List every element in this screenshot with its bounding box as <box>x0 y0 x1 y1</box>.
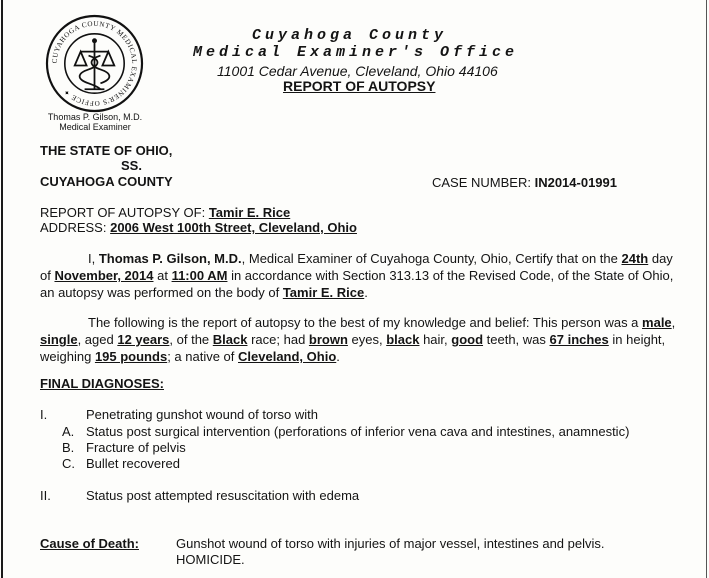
diagnosis-1c-text: Bullet recovered <box>86 456 180 471</box>
address-label: ADDRESS: <box>40 220 107 235</box>
diagnosis-1b-letter: B. <box>62 440 75 455</box>
case-number-line <box>432 175 617 190</box>
desc-teeth: good <box>451 332 484 347</box>
diagnosis-1a-letter: A. <box>62 424 75 439</box>
cert-day: 24th <box>621 251 649 266</box>
decedent-address: 2006 West 100th Street, Cleveland, Ohio <box>110 220 357 235</box>
venue-county: CUYAHOGA COUNTY <box>40 174 173 189</box>
diagnosis-1-text: Penetrating gunshot wound of torso with <box>86 407 318 422</box>
desc-weight: 195 pounds <box>94 349 168 364</box>
venue-state: THE STATE OF OHIO, <box>40 143 173 158</box>
report-of-label: REPORT OF AUTOPSY OF: <box>40 205 206 220</box>
manner-of-death: HOMICIDE. <box>176 552 245 567</box>
cause-of-death-label: Cause of Death: <box>40 536 139 551</box>
desc-age: 12 years <box>117 332 170 347</box>
office-address: 11001 Cedar Avenue, Cleveland, Ohio 44106 <box>217 63 498 79</box>
desc-race: Black <box>212 332 248 347</box>
report-of-line <box>40 205 290 220</box>
medical-examiner-seal-icon <box>44 14 145 113</box>
case-number-label: CASE NUMBER: <box>432 175 531 190</box>
diagnosis-2-number: II. <box>40 488 51 503</box>
address-line <box>40 220 357 235</box>
office-heading: Medical Examiner's Office <box>193 44 519 61</box>
page-edge-left <box>1 0 3 578</box>
report-title: REPORT OF AUTOPSY <box>283 78 436 94</box>
final-diagnoses-heading: FINAL DIAGNOSES: <box>40 376 164 391</box>
examiner-name: Thomas P. Gilson, M.D. <box>47 112 143 122</box>
description-paragraph: The following is the report of autopsy to the best of my knowledge and belief: This person was a male, single, aged 12 years, of the Black race; had brown eyes, black hair, good teeth, was 67 inches in height, weighing 195 pounds; a native of Cleveland, Ohio. <box>40 315 676 364</box>
decedent-name: Tamir E. Rice <box>208 205 291 220</box>
desc-native: Cleveland, Ohio <box>238 349 337 364</box>
diagnosis-1-number: I. <box>40 407 48 422</box>
cert-month-year: November, 2014 <box>54 268 154 283</box>
cert-time: 11:00 AM <box>171 268 228 283</box>
desc-marital: single <box>40 332 78 347</box>
diagnosis-1a-text: Status post surgical intervention (perforations of inferior vena cava and intestines, anamnestic) <box>86 424 630 439</box>
venue-ss: SS. <box>121 158 142 173</box>
examiner-title: Medical Examiner <box>59 122 131 132</box>
diagnosis-1c-letter: C. <box>62 456 75 471</box>
diagnosis-2-text: Status post attempted resuscitation with edema <box>86 488 360 503</box>
case-number: IN2014-01991 <box>534 175 617 190</box>
cert-examiner: Thomas P. Gilson, M.D. <box>98 251 242 266</box>
desc-sex: male <box>642 315 672 330</box>
cert-name: Tamir E. Rice <box>282 285 365 300</box>
desc-height: 67 inches <box>549 332 609 347</box>
page-edge-right <box>706 0 707 578</box>
county-heading: Cuyahoga County <box>252 27 448 44</box>
svg-text:CUYAHOGA COUNTY MEDICAL EXAMIN: CUYAHOGA COUNTY MEDICAL EXAMINER'S OFFICE ✦ <box>50 19 139 108</box>
certification-paragraph: I, Thomas P. Gilson, M.D., Medical Examiner of Cuyahoga County, Ohio, Certify that on the 24th day of November, 2014 at 11:00 AM in accordance with Section 313.13 of the Revised Code, of the State of Ohio, an autopsy was performed on the body of Tamir E. Rice. <box>40 251 674 300</box>
diagnosis-1b-text: Fracture of pelvis <box>86 440 186 455</box>
desc-eyes: brown <box>308 332 348 347</box>
desc-hair: black <box>386 332 420 347</box>
cause-of-death-text: Gunshot wound of torso with injuries of major vessel, intestines and pelvis. <box>176 536 605 551</box>
